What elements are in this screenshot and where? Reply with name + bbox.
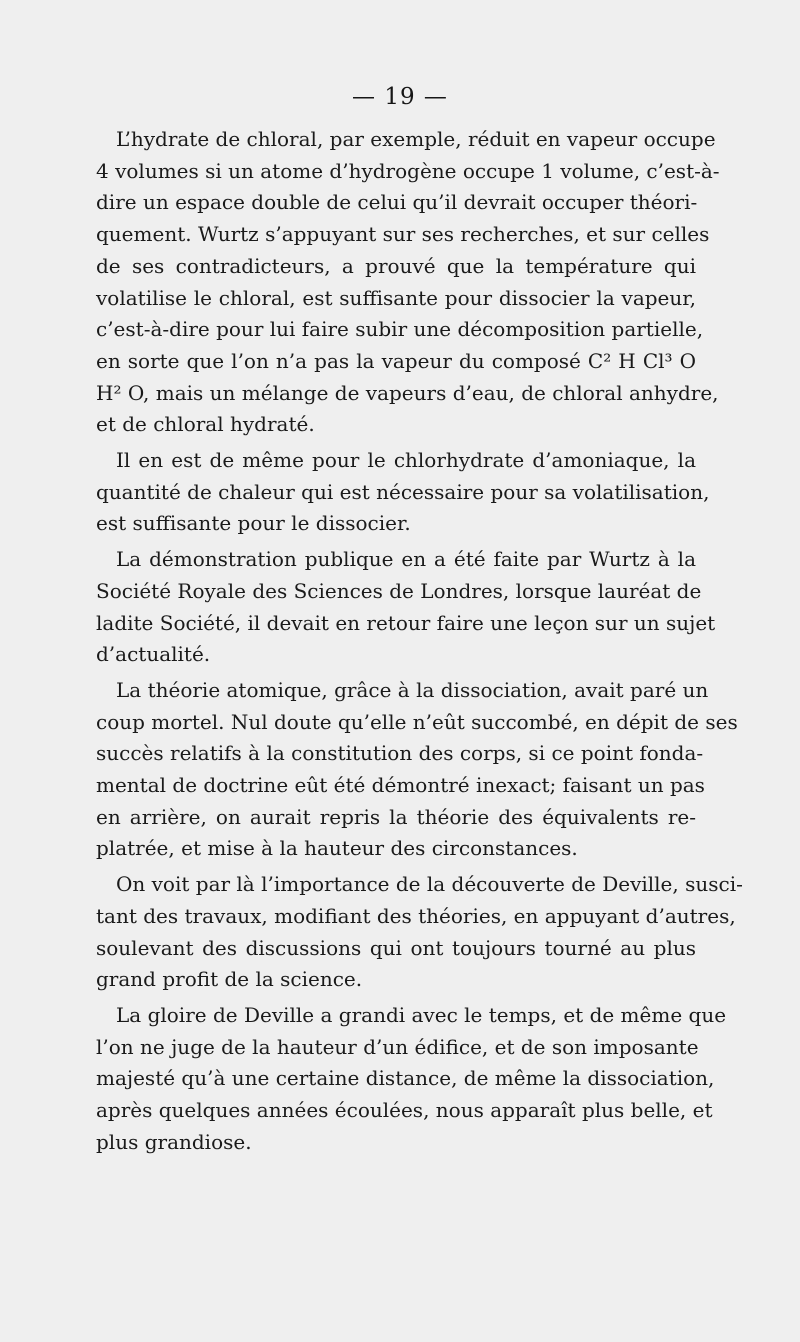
- text-line: plus grandiose.: [96, 1129, 252, 1154]
- text-line: d’actualité.: [96, 642, 211, 667]
- paragraph-chloral-hydrate: [76, 124, 720, 441]
- text-line: dire un espace double de celui qu’il devrait occuper théori-: [96, 190, 698, 215]
- text-line: 4 volumes si un atome d’hydrogène occupe 1 volume, c’est-à-: [96, 158, 720, 183]
- paragraph-public-demonstration: [76, 544, 716, 671]
- text-line: quement. Wurtz s’appuyant sur ses recherches, et sur celles: [96, 222, 710, 247]
- text-line: mental de doctrine eût été démontré inexact; faisant un pas: [96, 773, 705, 798]
- text-line: Société Royale des Sciences de Londres, lorsque lauréat de: [96, 578, 702, 603]
- text-line: après quelques années écoulées, nous apparaît plus belle, et: [96, 1098, 713, 1123]
- text-line: et de chloral hydraté.: [96, 412, 315, 437]
- text-line: quantité de chaleur qui est nécessaire pour sa volatilisation,: [96, 479, 710, 504]
- paragraph-deville-importance: [76, 869, 743, 996]
- text-line: La gloire de Deville a grandi avec le temps, et de même que: [116, 1002, 727, 1027]
- text-line: succès relatifs à la constitution des corps, si ce point fonda-: [96, 741, 704, 766]
- text-line: On voit par là l’importance de la découverte de Deville, susci-: [116, 872, 743, 897]
- text-line: soulevant des discussions qui ont toujours tourné au plus: [96, 935, 696, 960]
- text-line: c’est-à-dire pour lui faire subir une décomposition partielle,: [96, 317, 704, 342]
- text-line: volatilise le chloral, est suffisante pour dissocier la vapeur,: [96, 285, 696, 310]
- text-line: en sorte que l’on n’a pas la vapeur du composé C² H Cl³ O: [96, 348, 696, 373]
- text-line: platrée, et mise à la hauteur des circonstances.: [96, 836, 578, 861]
- paragraph-atomic-theory: [76, 675, 738, 865]
- text-line: L’hydrate de chloral, par exemple, réduit en vapeur occupe: [116, 127, 716, 151]
- text-line: La démonstration publique en a été faite par Wurtz à la: [116, 547, 696, 572]
- text-line: est suffisante pour le dissocier.: [96, 511, 411, 536]
- page-number: — 19 —: [352, 84, 448, 110]
- text-line: ladite Société, il devait en retour faire une leçon sur un sujet: [96, 610, 716, 635]
- text-line: coup mortel. Nul doute qu’elle n’eût succombé, en dépit de ses: [96, 709, 738, 734]
- body-text: [76, 124, 743, 1163]
- text-line: en arrière, on aurait repris la théorie des équivalents re-: [96, 804, 696, 829]
- text-line: La théorie atomique, grâce à la dissociation, avait paré un: [116, 677, 709, 702]
- text-line: grand profit de la science.: [96, 967, 363, 992]
- text-line: tant des travaux, modifiant des théories, en appuyant d’autres,: [96, 903, 736, 928]
- text-line: Il en est de même pour le chlorhydrate d’amoniaque, la: [116, 448, 696, 473]
- paragraph-deville-glory: [76, 1000, 727, 1159]
- paragraph-ammonium-chloride: [76, 445, 710, 540]
- text-line: de ses contradicteurs, a prouvé que la température qui: [96, 253, 696, 278]
- text-line: l’on ne juge de la hauteur d’un édifice, et de son imposante: [96, 1034, 699, 1059]
- text-line: majesté qu’à une certaine distance, de même la dissociation,: [96, 1066, 715, 1091]
- text-line: H² O, mais un mélange de vapeurs d’eau, de chloral anhydre,: [96, 380, 719, 405]
